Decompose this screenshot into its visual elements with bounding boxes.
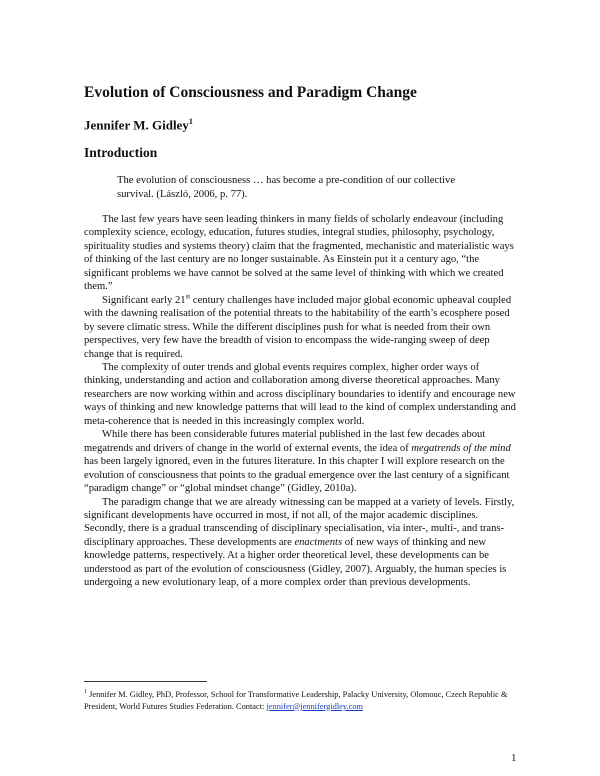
paragraph-5-start: The paradigm change that we are already witnessing can be mapped at a variety of levels. Firstly, significant developments have occurred in most, if not all, of the major academic disciplines. Secondly, there is a gradual transcending of disciplinary specialisation, via inter-, multi-, and trans-disciplinary approaches. These developments are	[84, 496, 515, 548]
footnote	[84, 686, 516, 713]
paragraph-3: The complexity of outer trends and global events requires complex, higher order ways of thinking, understanding and action and collaboration among diverse theoretical approaches. Many researchers are now working within and across disciplinary boundaries to identify and encourage new ways of thinking and new knowledge patterns that will lead to the kind of complex understanding and meta-coherence that is needed in this increasingly complex world.	[84, 361, 516, 427]
footnote-number: 1	[84, 689, 87, 695]
paragraph-4-emphasis: megatrends of the mind	[411, 442, 511, 454]
paragraph-5-rest: of new ways of thinking and new knowledge patterns, respectively. At a higher order theoretical level, these developments can be understood as part of the evolution of consciousness (Gidley, 2007). Arguably, the human species is undergoing a new evolutionary leap, of a more complex order than previous developments.	[84, 536, 507, 589]
section-heading: Introduction	[84, 145, 158, 160]
paragraph-4-rest: has been largely ignored, even in the futures literature. In this chapter I will explore research on the evolution of consciousness that points to the gradual emergence over the last century of a significant “paradigm change” or “global mindset change” (Gidley, 2010a).	[84, 456, 510, 495]
paragraph-2	[84, 294, 516, 361]
paragraph-4-start: While there has been considerable futures material published in the last few decades about megatrends and drivers of change in the world of external events, the idea of	[84, 429, 486, 454]
page-number: 1	[511, 752, 517, 764]
epigraph-quote: The evolution of consciousness … has become a pre-condition of our collective survival. (László, 2006, p. 77).	[117, 175, 456, 200]
paragraph-5-emphasis: enactments	[294, 536, 343, 548]
paragraph-5	[84, 496, 516, 590]
paragraph-2-start: Significant early 21	[102, 294, 186, 306]
author-name: Jennifer M. Gidley	[84, 117, 189, 133]
paper-title: Evolution of Consciousness and Paradigm Change	[84, 84, 417, 101]
footnote-text: Jennifer M. Gidley, PhD, Professor, School for Transformative Leadership, Palacky University, Olomouc, Czech Republic & President, World Futures Studies Federation. Contact:	[84, 689, 508, 711]
ordinal-suffix: st	[185, 292, 191, 301]
paragraph-2-rest: century challenges have included major global economic upheaval coupled with the dawning realisation of the potential threats to the habitability of the earth’s ecosphere posed by severe climatic stress. While the different disciplines push for what is needed from their own perspectives, very few have the breadth of vision to encompass the wide-ranging sweep of deep change that is required.	[84, 294, 512, 360]
footnote-divider	[84, 681, 207, 682]
paragraph-4	[84, 428, 516, 495]
email-link[interactable]: jennifer@jennifergidley.com	[266, 701, 364, 711]
author-line	[84, 117, 193, 133]
body-text	[84, 213, 516, 590]
paragraph-1: The last few years have seen leading thinkers in many fields of scholarly endeavour (including complexity science, ecology, education, futures studies, integral studies, philosophy, psychology, spirituality studies and systems theory) claim that the fragmented, mechanistic and materialistic ways of thinking of the last century are no longer sustainable. As Einstein put it a century ago, “the significant problems we have cannot be solved at the same level of thinking with which we created them.”	[84, 214, 514, 293]
footnote-marker: 1	[188, 117, 193, 126]
